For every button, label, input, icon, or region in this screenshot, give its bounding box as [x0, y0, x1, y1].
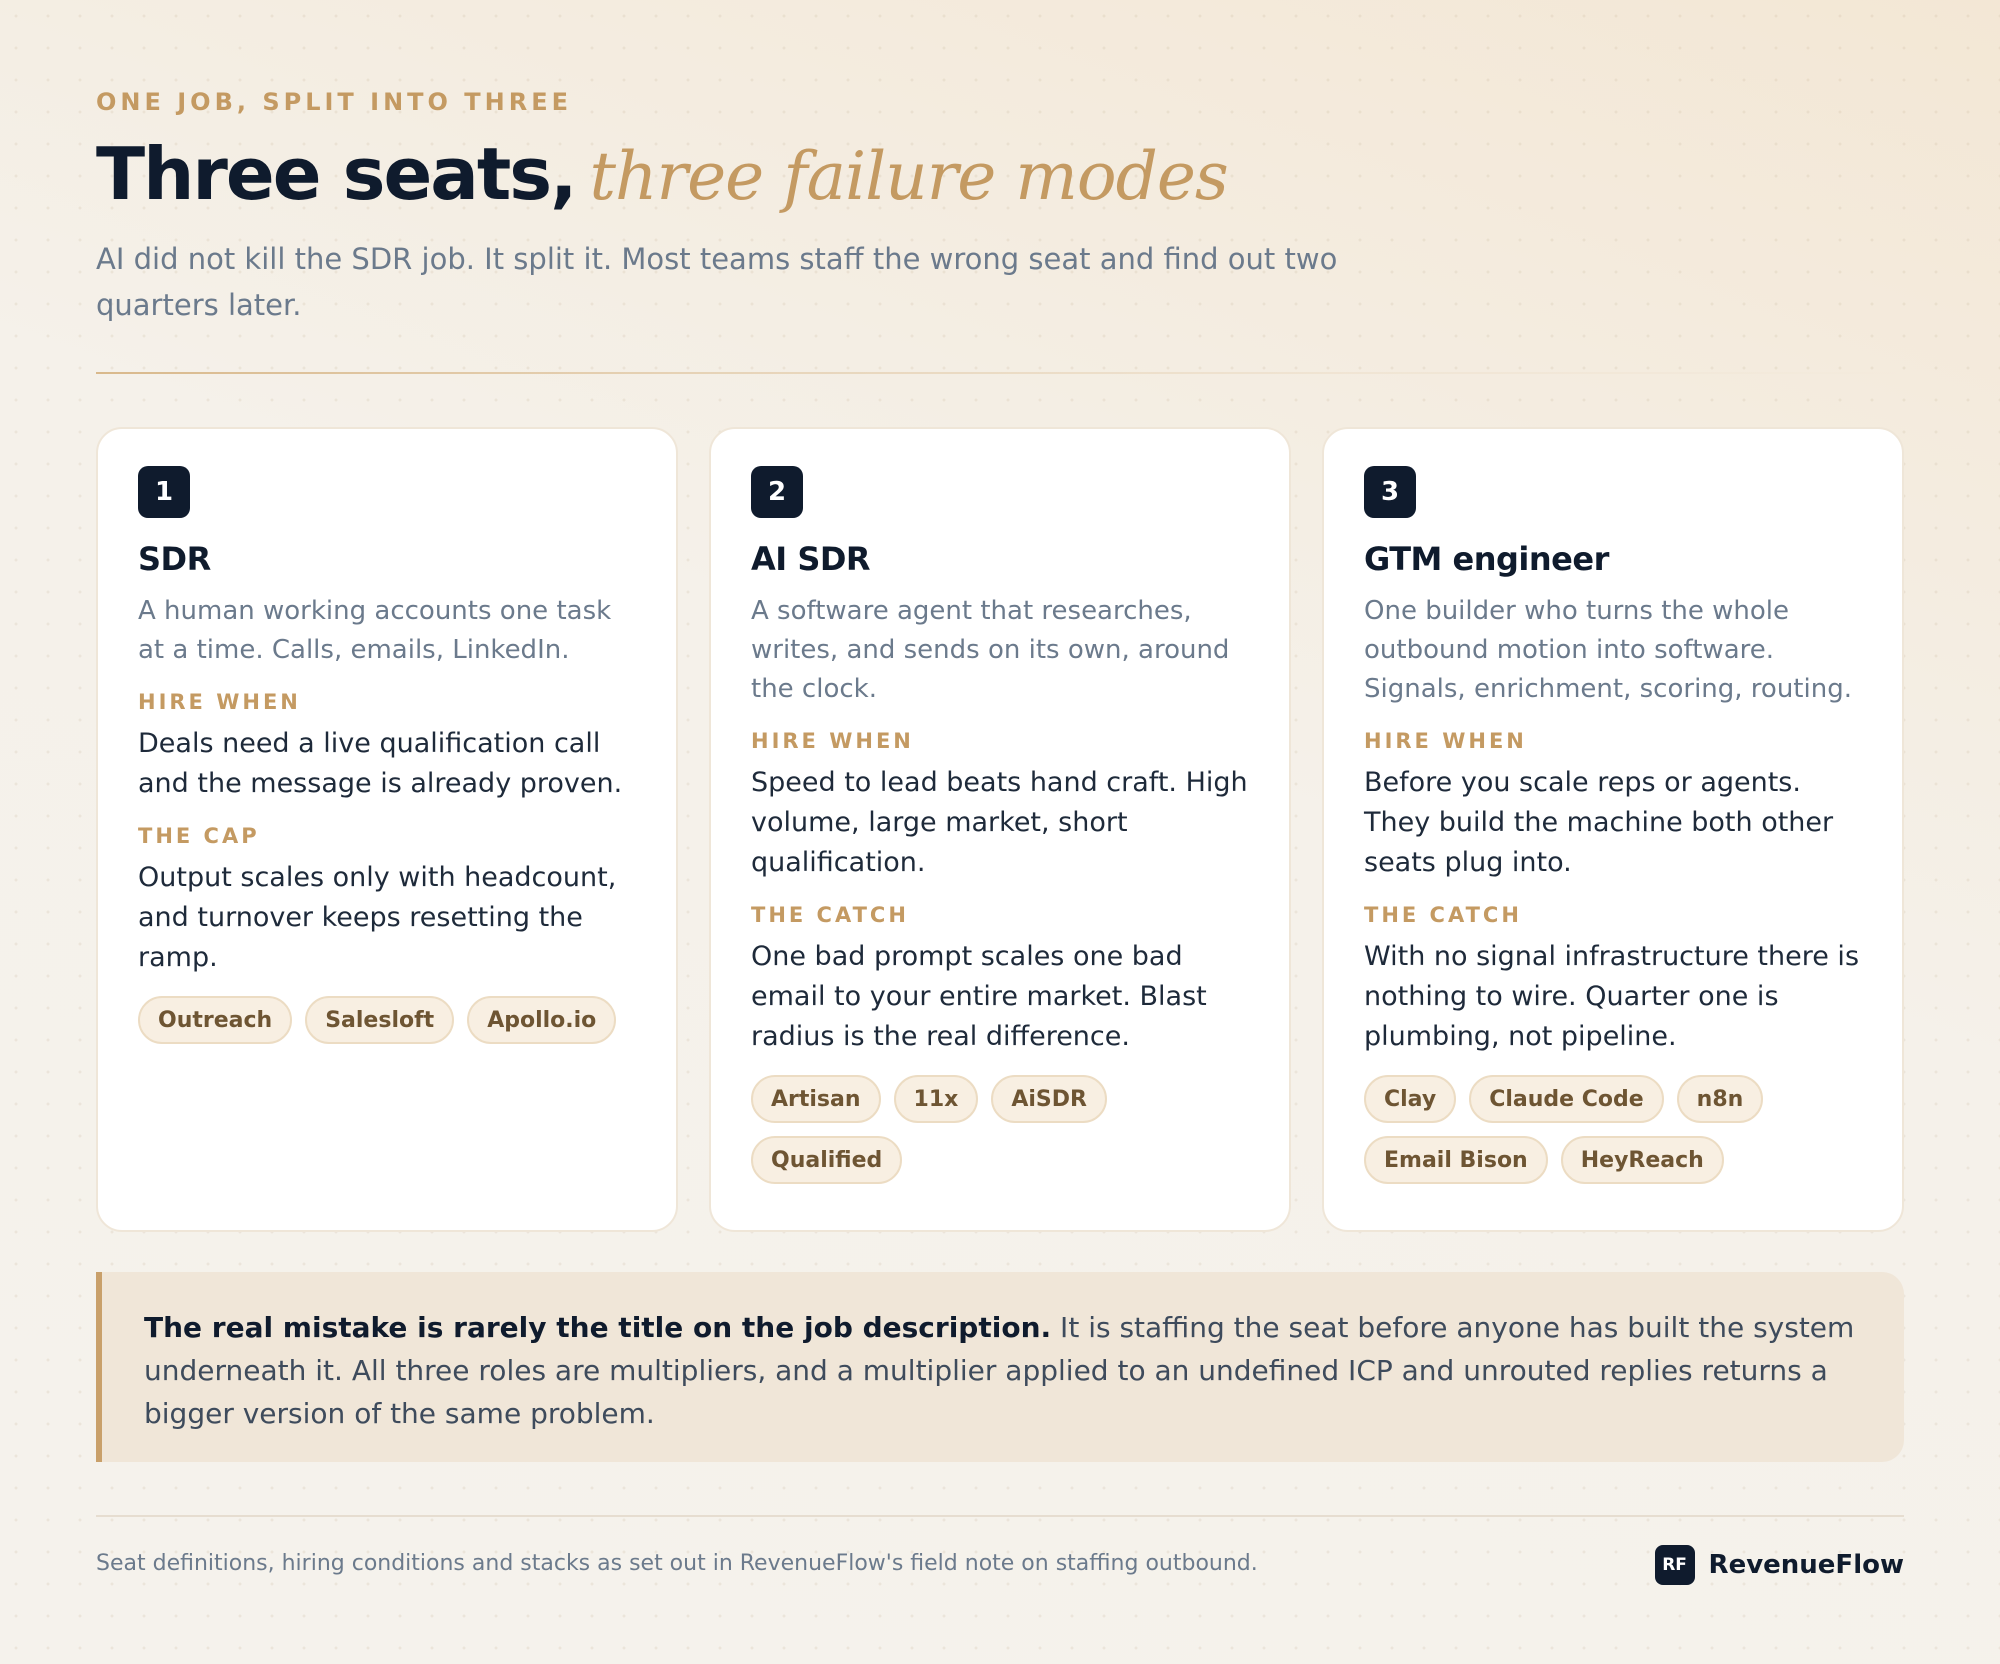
tool-chip: n8n — [1677, 1075, 1764, 1123]
footer-note: Seat definitions, hiring conditions and stacks as set out in RevenueFlow's field note on staffing outbound. — [96, 1551, 1258, 1576]
card-number-badge: 2 — [751, 466, 803, 518]
callout-box — [96, 1272, 1904, 1462]
tool-chip: Salesloft — [305, 996, 454, 1044]
risk-text: With no signal infrastructure there is nothing to wire. Quarter one is plumbing, not pipeline. — [1364, 941, 1860, 1052]
tool-chip: Clay — [1364, 1075, 1456, 1123]
hire-when-text: Before you scale reps or agents. They build the machine both other seats plug into. — [1364, 767, 1834, 878]
hire-when-text: Deals need a live qualification call and the message is already proven. — [138, 728, 623, 799]
header-divider — [96, 372, 1904, 374]
card-title: AI SDR — [751, 540, 871, 578]
seat-cards — [96, 427, 1904, 1232]
brand-name: RevenueFlow — [1708, 1550, 1904, 1580]
risk-label: THE CATCH — [751, 903, 909, 927]
brand-logo — [1655, 1545, 1904, 1585]
risk-label: THE CAP — [138, 824, 260, 848]
tool-chips — [138, 996, 636, 1044]
tool-chips — [1364, 1075, 1862, 1184]
eyebrow: ONE JOB, SPLIT INTO THREE — [96, 88, 573, 116]
callout-text: It is staffing the seat before anyone has built the system underneath it. All three roles are multipliers, and a multiplier applied to an undefined ICP and unrouted replies returns a bigger version of the same problem. — [144, 1311, 1855, 1430]
risk-label: THE CATCH — [1364, 903, 1522, 927]
hire-when-text: Speed to lead beats hand craft. High volume, large market, short qualification. — [751, 767, 1248, 878]
callout-strong: The real mistake is rarely the title on the job description. — [144, 1311, 1052, 1344]
tool-chip: Apollo.io — [467, 996, 616, 1044]
hire-when-label: HIRE WHEN — [751, 729, 914, 753]
card-number-badge: 1 — [138, 466, 190, 518]
tool-chip: AiSDR — [991, 1075, 1107, 1123]
tool-chip: HeyReach — [1561, 1136, 1724, 1184]
hire-when-label: HIRE WHEN — [138, 690, 301, 714]
tool-chip: Artisan — [751, 1075, 881, 1123]
title-bold: Three seats, — [96, 132, 576, 216]
tool-chip: Claude Code — [1469, 1075, 1663, 1123]
card-title: SDR — [138, 540, 211, 578]
card-gtm-engineer — [1322, 427, 1904, 1232]
card-description: A software agent that researches, writes, and sends on its own, around the clock. — [751, 596, 1230, 704]
hire-when-label: HIRE WHEN — [1364, 729, 1527, 753]
card-number-badge: 3 — [1364, 466, 1416, 518]
title-italic: three failure modes — [589, 138, 1228, 215]
card-title: GTM engineer — [1364, 540, 1609, 578]
tool-chips — [751, 1075, 1249, 1184]
page-title — [96, 132, 1228, 216]
risk-text: Output scales only with headcount, and turnover keeps resetting the ramp. — [138, 862, 617, 973]
risk-text: One bad prompt scales one bad email to your entire market. Blast radius is the real difference. — [751, 941, 1207, 1052]
tool-chip: Qualified — [751, 1136, 902, 1184]
card-sdr — [96, 427, 678, 1232]
tool-chip: Outreach — [138, 996, 292, 1044]
footer-divider — [96, 1515, 1904, 1517]
tool-chip: 11x — [894, 1075, 979, 1123]
brand-mark-icon: RF — [1655, 1545, 1695, 1585]
subtitle: AI did not kill the SDR job. It split it. Most teams staff the wrong seat and find out two quarters later. — [96, 242, 1338, 322]
card-description: One builder who turns the whole outbound motion into software. Signals, enrichment, scoring, routing. — [1364, 596, 1852, 704]
card-ai-sdr — [709, 427, 1291, 1232]
card-description: A human working accounts one task at a time. Calls, emails, LinkedIn. — [138, 596, 612, 665]
tool-chip: Email Bison — [1364, 1136, 1548, 1184]
